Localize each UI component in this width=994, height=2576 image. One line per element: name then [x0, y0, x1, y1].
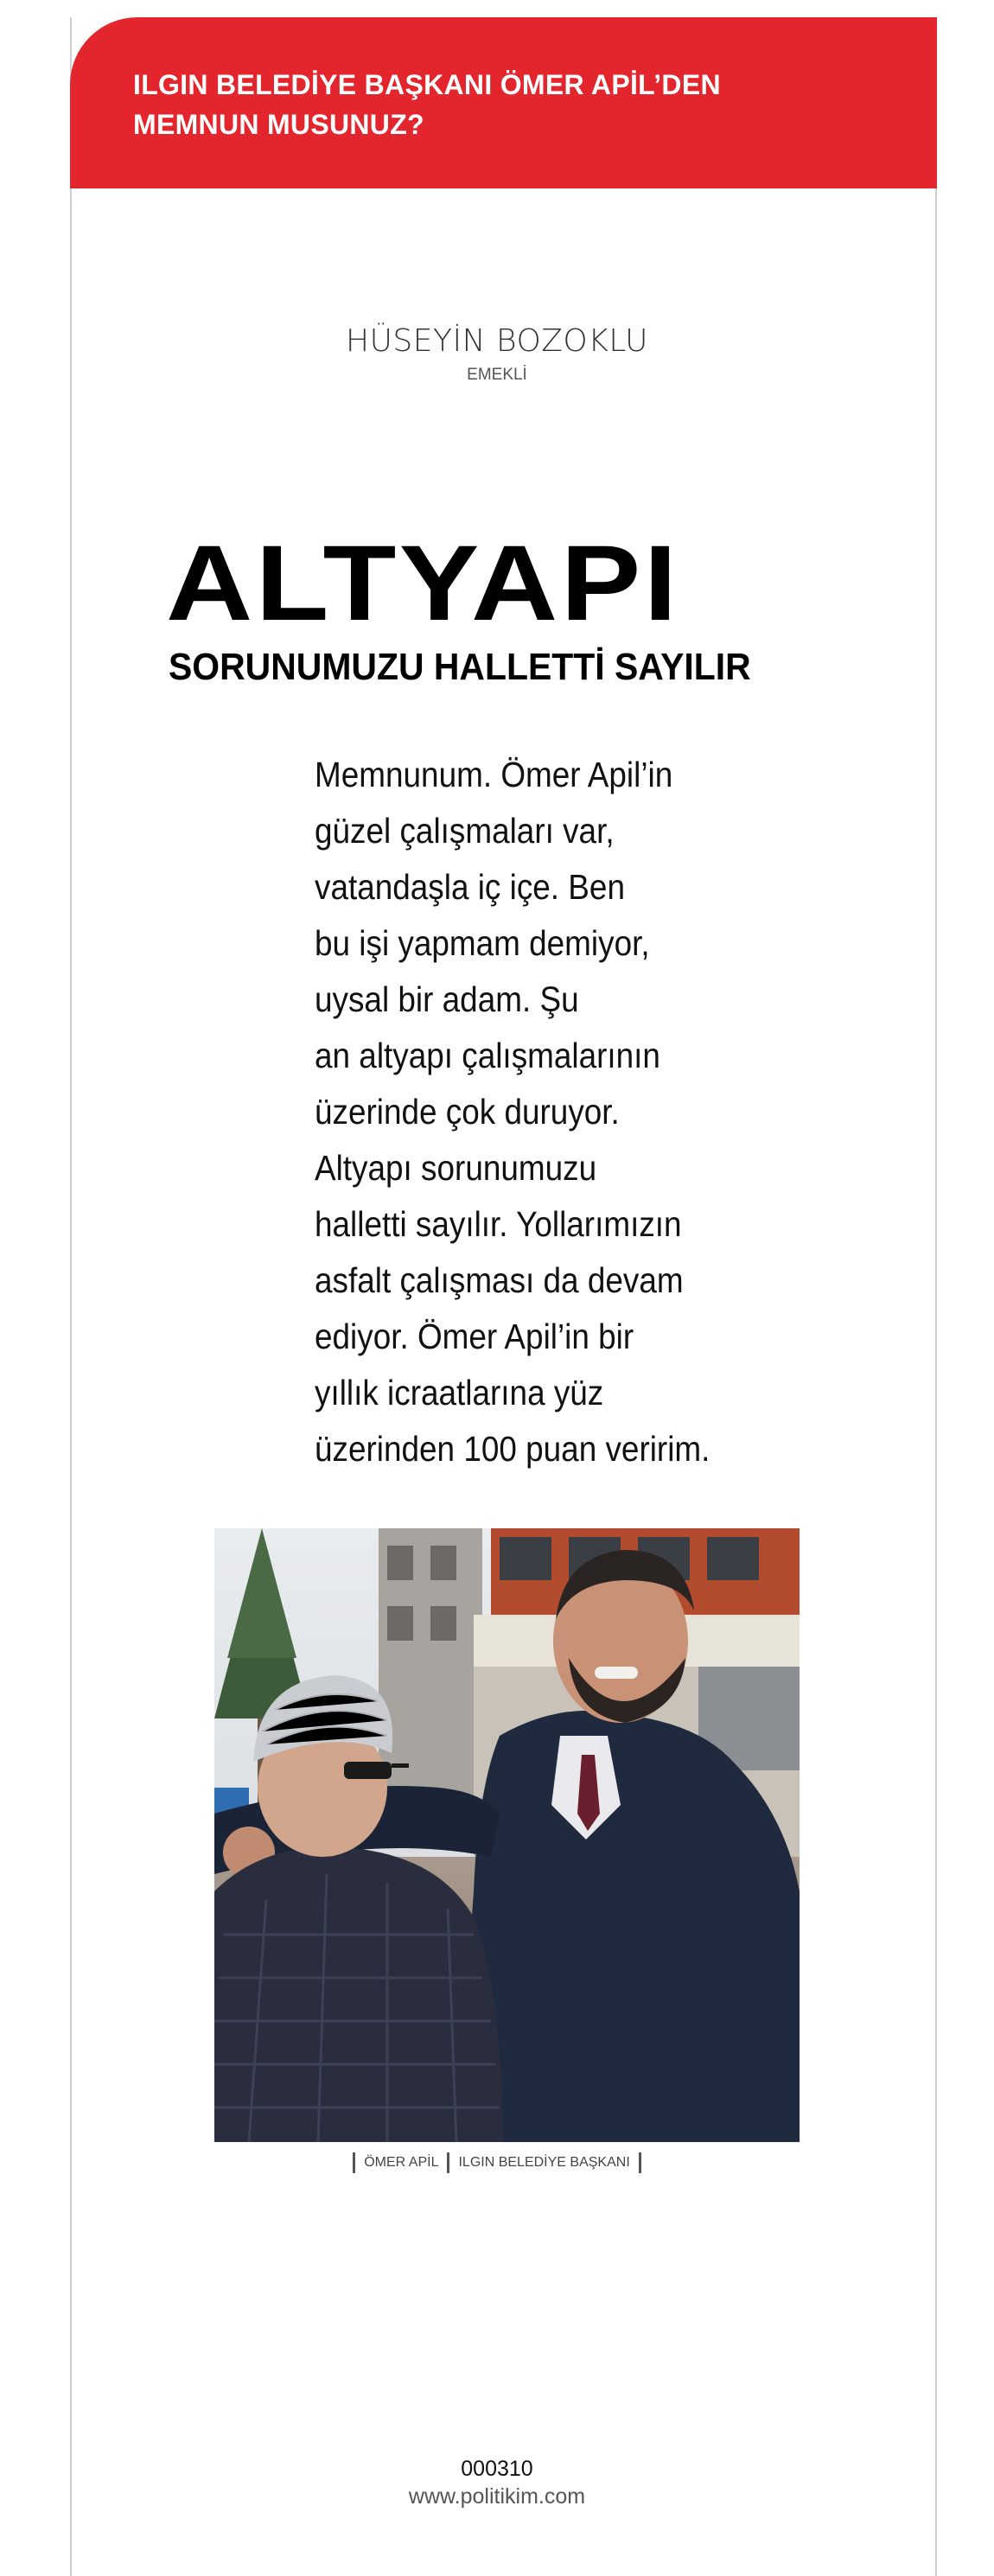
- body-line: üzerinde çok duruyor.: [315, 1092, 620, 1132]
- body-line: vatandaşla iç içe. Ben: [315, 867, 625, 907]
- photo-caption: [0, 2150, 994, 2176]
- body-line: halletti sayılır. Yollarımızın: [315, 1204, 682, 1244]
- article-body: [315, 747, 799, 1477]
- body-line: uysal bir adam. Şu: [315, 979, 579, 1019]
- photo-illustration: [214, 1528, 800, 2142]
- author-block: [0, 322, 994, 386]
- caption-divider: [353, 2152, 355, 2173]
- page-footer: [0, 2455, 994, 2510]
- body-line: an altyapı çalışmalarının: [315, 1036, 660, 1075]
- body-line: ediyor. Ömer Apil’in bir: [315, 1317, 634, 1356]
- body-line: Altyapı sorunumuzu: [315, 1148, 597, 1188]
- author-role: EMEKLİ: [467, 366, 527, 384]
- author-name: HÜSEYİN BOZOKLU: [346, 323, 648, 359]
- website-url: www.politikim.com: [408, 2484, 586, 2509]
- body-line: güzel çalışmaları var,: [315, 811, 615, 851]
- subheadline: SORUNUMUZU HALLETTİ SAYILIR: [169, 646, 751, 688]
- article-photo: [214, 1528, 800, 2142]
- body-line: bu işi yapmam demiyor,: [315, 923, 650, 963]
- header-title: [133, 65, 894, 144]
- header-title-line-2: MEMNUN MUSUNUZ?: [133, 109, 424, 140]
- caption-title: ILGIN BELEDİYE BAŞKANI: [458, 2155, 630, 2170]
- headline: ALTYAPI: [166, 524, 680, 643]
- body-line: yıllık icraatlarına yüz: [315, 1373, 604, 1412]
- header-title-line-1: ILGIN BELEDİYE BAŞKANI ÖMER APİL’DEN: [133, 69, 721, 100]
- caption-divider: [447, 2152, 449, 2173]
- body-line: Memnunum. Ömer Apil’in: [315, 755, 673, 794]
- caption-divider: [639, 2152, 641, 2173]
- page-number: 000310: [461, 2457, 533, 2481]
- caption-name: ÖMER APİL: [364, 2155, 439, 2170]
- header-banner: [70, 17, 937, 188]
- body-line: üzerinden 100 puan veririm.: [315, 1429, 710, 1469]
- body-line: asfalt çalışması da devam: [315, 1260, 684, 1300]
